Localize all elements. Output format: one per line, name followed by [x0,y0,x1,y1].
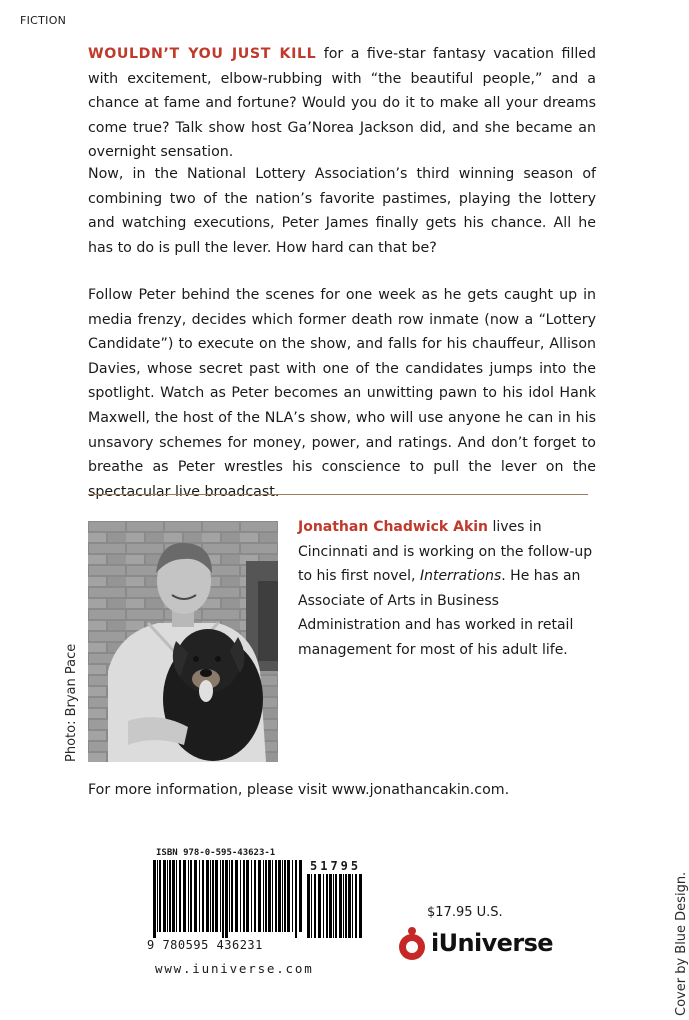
cover-design-credit: Cover by Blue Design. [674,871,689,1016]
barcode-bar [254,860,256,932]
barcode-bar [163,860,166,932]
photo-credit: Photo: Bryan Pace [64,643,79,762]
barcode-bar [240,860,241,932]
barcode-bar [212,860,214,932]
author-name: Jonathan Chadwick Akin [298,519,489,535]
barcode-bar [251,860,252,932]
isbn-barcode [147,848,390,978]
barcode-bar [329,874,332,938]
iuniverse-wordmark: iUniverse [431,929,553,957]
addon-barcode-bars [304,874,364,940]
blurb-paragraph-1 [88,42,596,165]
barcode-bar [275,860,277,932]
barcode-bar [157,860,158,932]
barcode-bar [183,860,186,932]
iuniverse-logo [397,925,553,965]
barcode-bar [326,874,328,938]
barcode-bar [268,860,271,932]
barcode-bar [307,874,310,938]
barcode-bar [295,860,297,938]
author-bio-text-1: lives in Cincinnati and is working on the follow-up to his first novel, [298,519,593,585]
barcode-bar [229,860,230,932]
barcode-bar [225,860,228,938]
barcode-bar [323,874,324,938]
barcode-bar [272,860,273,932]
blurb-paragraph-1-text: for a five-star fantasy vacation filled with excitement, elbow-rubbing with “the beautiful people,” and a chance at fame and fortune? Would you do it to make all your dreams come true? Talk show host Ga’Norea Jackson did, and she became an overnight sensation. [88,46,596,161]
barcode-bar [355,874,357,938]
iuniverse-swirl-icon [397,925,429,963]
barcode-bar [199,860,200,932]
barcode-bar [343,874,344,938]
barcode-bar [359,874,362,938]
publisher-url: www.iuniverse.com [155,961,314,976]
blurb-paragraph-3 [88,283,596,504]
barcode-bar [210,860,211,932]
barcode-bar [318,874,321,938]
barcode-bar [345,874,347,938]
barcode-bar [258,860,261,932]
price-label: $17.95 U.S. [427,905,503,920]
isbn-label: ISBN 978-0-595-43623-1 [156,848,276,858]
barcode-bar [202,860,204,932]
barcode-bar [282,860,283,932]
author-photo [88,521,278,762]
addon-digits: 51795 [310,859,362,873]
barcode-bar [243,860,245,932]
barcode-bar [246,860,249,932]
barcode-bar [176,860,177,932]
author-photo-image [88,521,278,762]
more-info-line: For more information, please visit www.jonathancakin.com. [88,782,510,798]
barcode-bar [311,874,312,938]
ean-barcode-bars [150,860,302,940]
author-bio-text-2: . He has an Associate of Arts in Business Administration and has worked in retail management for most of his adult life. [298,568,581,658]
barcode-bar [352,874,353,938]
barcode-bar [314,874,316,938]
barcode-bar [339,874,342,938]
barcode-bar [220,860,221,932]
section-divider [88,494,588,495]
ean-digits: 9 780595 436231 [147,938,263,952]
barcode-bar [263,860,264,932]
barcode-bar [169,860,171,932]
barcode-bar [235,860,238,932]
barcode-bar [333,874,334,938]
barcode-bar [335,874,337,938]
barcode-bar [299,860,302,932]
author-bio [298,515,603,663]
blurb-paragraph-3-text: Follow Peter behind the scenes for one week as he gets caught up in media frenzy, decides which former death row inmate (now a “Lottery Candidate”) to execute on the show, and falls for his chauffeur, Allison Davies, whose secret past with one of the candidates jumps into the spotlight. Watch as Peter becomes an unwitting pawn to his idol Hank Maxwell, the host of the NLA’s show, who will use anyone he can in his unsavory schemes for money, power, and ratings. And don’t forget to breathe as Peter wrestles his conscience to pull the lever on the spectacular live broadcast. [88,287,596,500]
barcode-bar [348,874,351,938]
barcode-bar [215,860,218,932]
blurb-lead-in: WOULDN’T YOU JUST KILL [88,46,317,62]
barcode-bar [265,860,267,932]
barcode-bar [167,860,168,932]
genre-label: FICTION [20,14,67,27]
barcode-bar [194,860,197,932]
barcode-bar [190,860,192,932]
barcode-bar [278,860,281,932]
barcode-bar [222,860,224,938]
barcode-bar [284,860,286,932]
barcode-bar [188,860,189,932]
blurb-paragraph-2-text: Now, in the National Lottery Association’s third winning season of combining two of the nation’s favorite pastimes, playing the lottery and watching executions, Peter James finally gets his chance. All he has to do is pull the lever. How hard can that be? [88,166,596,256]
barcode-bar [287,860,290,932]
barcode-bar [153,860,156,938]
barcode-bar [292,860,293,932]
blurb-paragraph-2 [88,162,596,260]
author-book-title: Interrations [419,568,502,585]
barcode-bar [159,860,161,932]
barcode-bar [179,860,181,932]
barcode-bar [206,860,209,932]
barcode-bar [231,860,233,932]
barcode-bar [172,860,175,932]
